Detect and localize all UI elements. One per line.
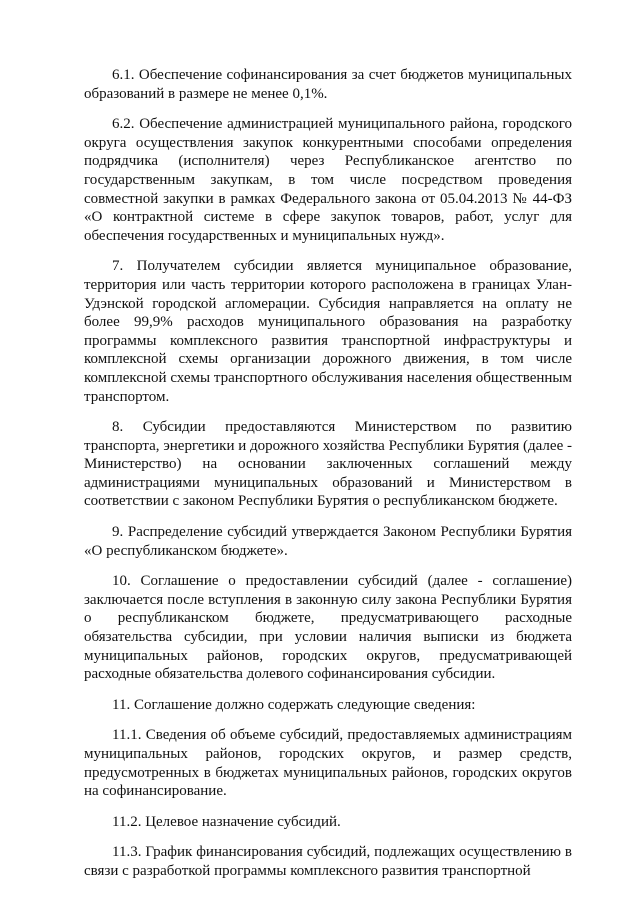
paragraph-6-2: 6.2. Обеспечение администрацией муниципального района, городского округа осуществления закупок конкурентными способами определения подрядчика (исполнителя) через Республиканское агентство по государственным закупкам, в том числе посредством проведения совместной закупки в рамках Федерального закона от 05.04.2013 № 44-ФЗ «О контрактной системе в сфере закупок товаров, работ, услуг для обеспечения государственных и муниципальных нужд». — [84, 116, 572, 244]
paragraph-8: 8. Субсидии предоставляются Министерством по развитию транспорта, энергетики и дорожного хозяйства Республики Бурятия (далее - Министерство) на основании заключенных соглашений между администрациями муниципальных образований и Министерством в соответствии с законом Республики Бурятия о республиканском бюджете. — [84, 419, 572, 510]
paragraph-11-2: 11.2. Целевое назначение субсидий. — [112, 813, 341, 830]
paragraph-9: 9. Распределение субсидий утверждается Законом Республики Бурятия «О республиканском бюджете». — [84, 524, 572, 559]
paragraph-11: 11. Соглашение должно содержать следующие сведения: — [112, 696, 476, 713]
paragraph-11-3: 11.3. График финансирования субсидий, подлежащих осуществлению в связи с разработкой программы комплексного развития транспортной — [84, 844, 572, 879]
paragraph-11-1: 11.1. Сведения об объеме субсидий, предоставляемых администрациям муниципальных районов, городских округов, и размер средств, предусмотренных в бюджетах муниципальных районов, городских округов на софинансирование. — [84, 727, 572, 800]
paragraph-10: 10. Соглашение о предоставлении субсидий (далее - соглашение) заключается после вступления в законную силу закона Республики Бурятия о республиканском бюджете, предусматривающего расходные обязательства субсидии, при условии наличия выписки из бюджета муниципальных районов, городских округов, предусматривающей расходные обязательства долевого софинансирования субсидии. — [84, 573, 572, 683]
paragraph-6-1: 6.1. Обеспечение софинансирования за счет бюджетов муниципальных образований в размере не менее 0,1%. — [84, 67, 572, 102]
document-page — [84, 66, 572, 893]
paragraph-7: 7. Получателем субсидии является муниципальное образование, территория или часть территории которого расположена в границах Улан-Удэнской городской агломерации. Субсидия направляется на оплату не более 99,9% расходов муниципального образования на разработку программы комплексного развития транспортной инфраструктуры и комплексной схемы организации дорожного движения, в том числе комплексной схемы транспортного обслуживания населения общественным транспортом. — [84, 258, 572, 405]
